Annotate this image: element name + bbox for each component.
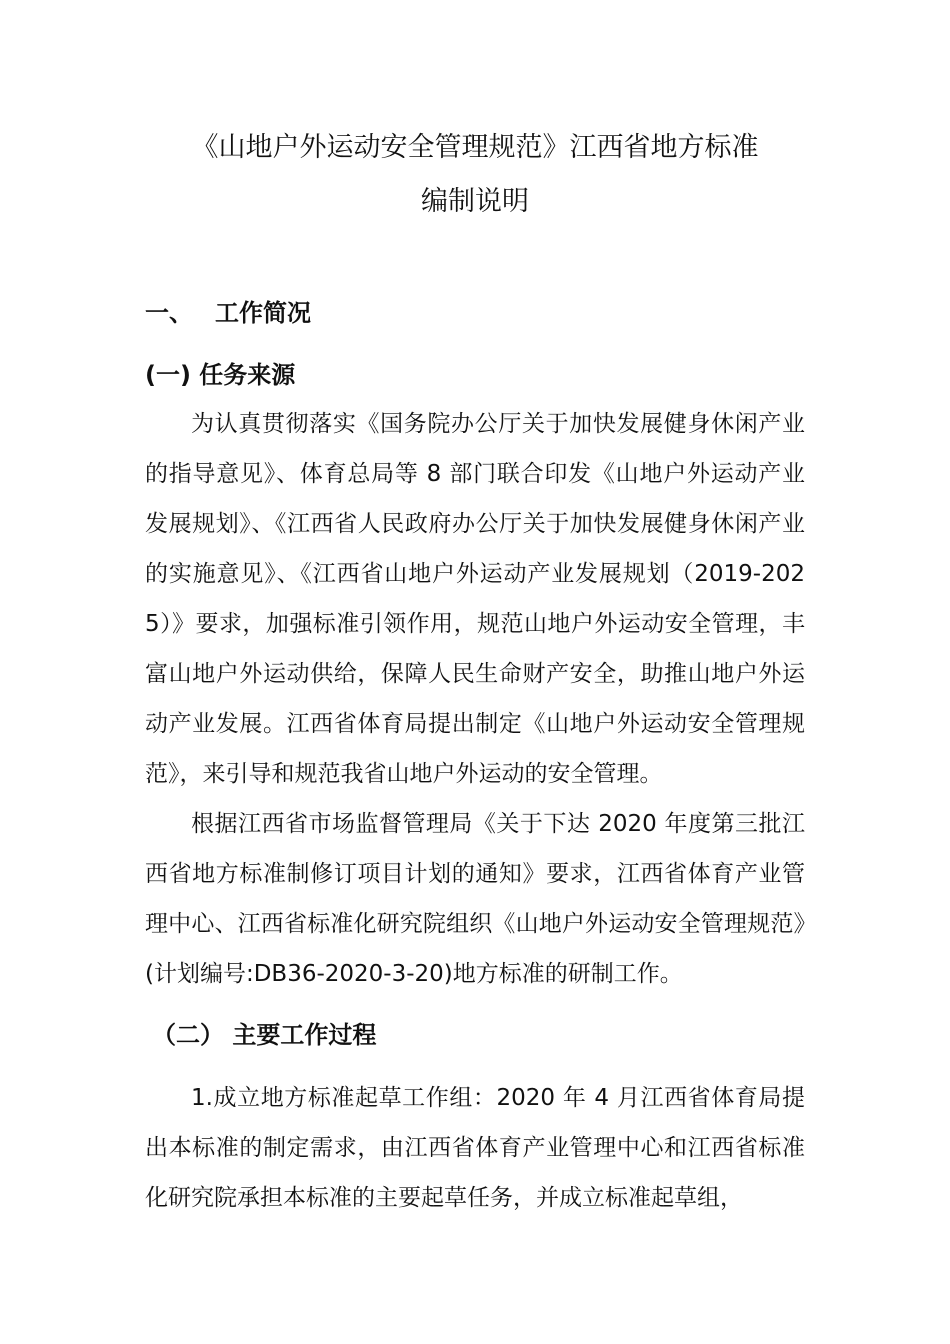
section1-heading xyxy=(145,297,311,329)
section1-title: 工作简况 xyxy=(215,299,311,327)
subsection1-title: 任务来源 xyxy=(199,361,296,389)
subsection2-title: 主要工作过程 xyxy=(232,1021,377,1049)
paragraph-plan-notice: 根据江西省市场监督管理局《关于下达 2020 年度第三批江西省地方标准制修订项目计划的通知》要求，江西省体育产业管理中心、江西省标准化研究院组织《山地户外运动安全管理规范》(计划编号:DB36-2020-3-20)地方标准的研制工作。 xyxy=(145,811,805,987)
subsection2-heading xyxy=(152,1019,376,1051)
paragraph-working-group: 1.成立地方标准起草工作组：2020 年 4 月江西省体育局提出本标准的制定需求，由江西省体育产业管理中心和江西省标准化研究院承担本标准的主要起草任务，并成立标准起草组， xyxy=(145,1085,805,1211)
document-title-line2: 编制说明 xyxy=(421,186,529,217)
subsection2-number: （二） xyxy=(152,1021,224,1049)
subsection1-heading xyxy=(145,359,295,391)
document-title-line1: 《山地户外运动安全管理规范》江西省地方标准 xyxy=(191,132,759,163)
paragraph-task-source: 为认真贯彻落实《国务院办公厅关于加快发展健身休闲产业的指导意见》、体育总局等 8 部门联合印发《山地户外运动产业发展规划》、《江西省人民政府办公厅关于加快发展健身休闲产业的实施意见》、《江西省山地户外运动产业发展规划（2019-2025）》要求，加强标准引领作用，规范山地户外运动安全管理，丰富山地户外运动供给，保障人民生命财产安全，助推山地户外运动产业发展。江西省体育局提出制定《山地户外运动安全管理规范》，来引导和规范我省山地户外运动的安全管理。 xyxy=(145,411,805,787)
subsection1-number: (一) xyxy=(145,361,191,389)
section1-number: 一、 xyxy=(145,299,193,327)
